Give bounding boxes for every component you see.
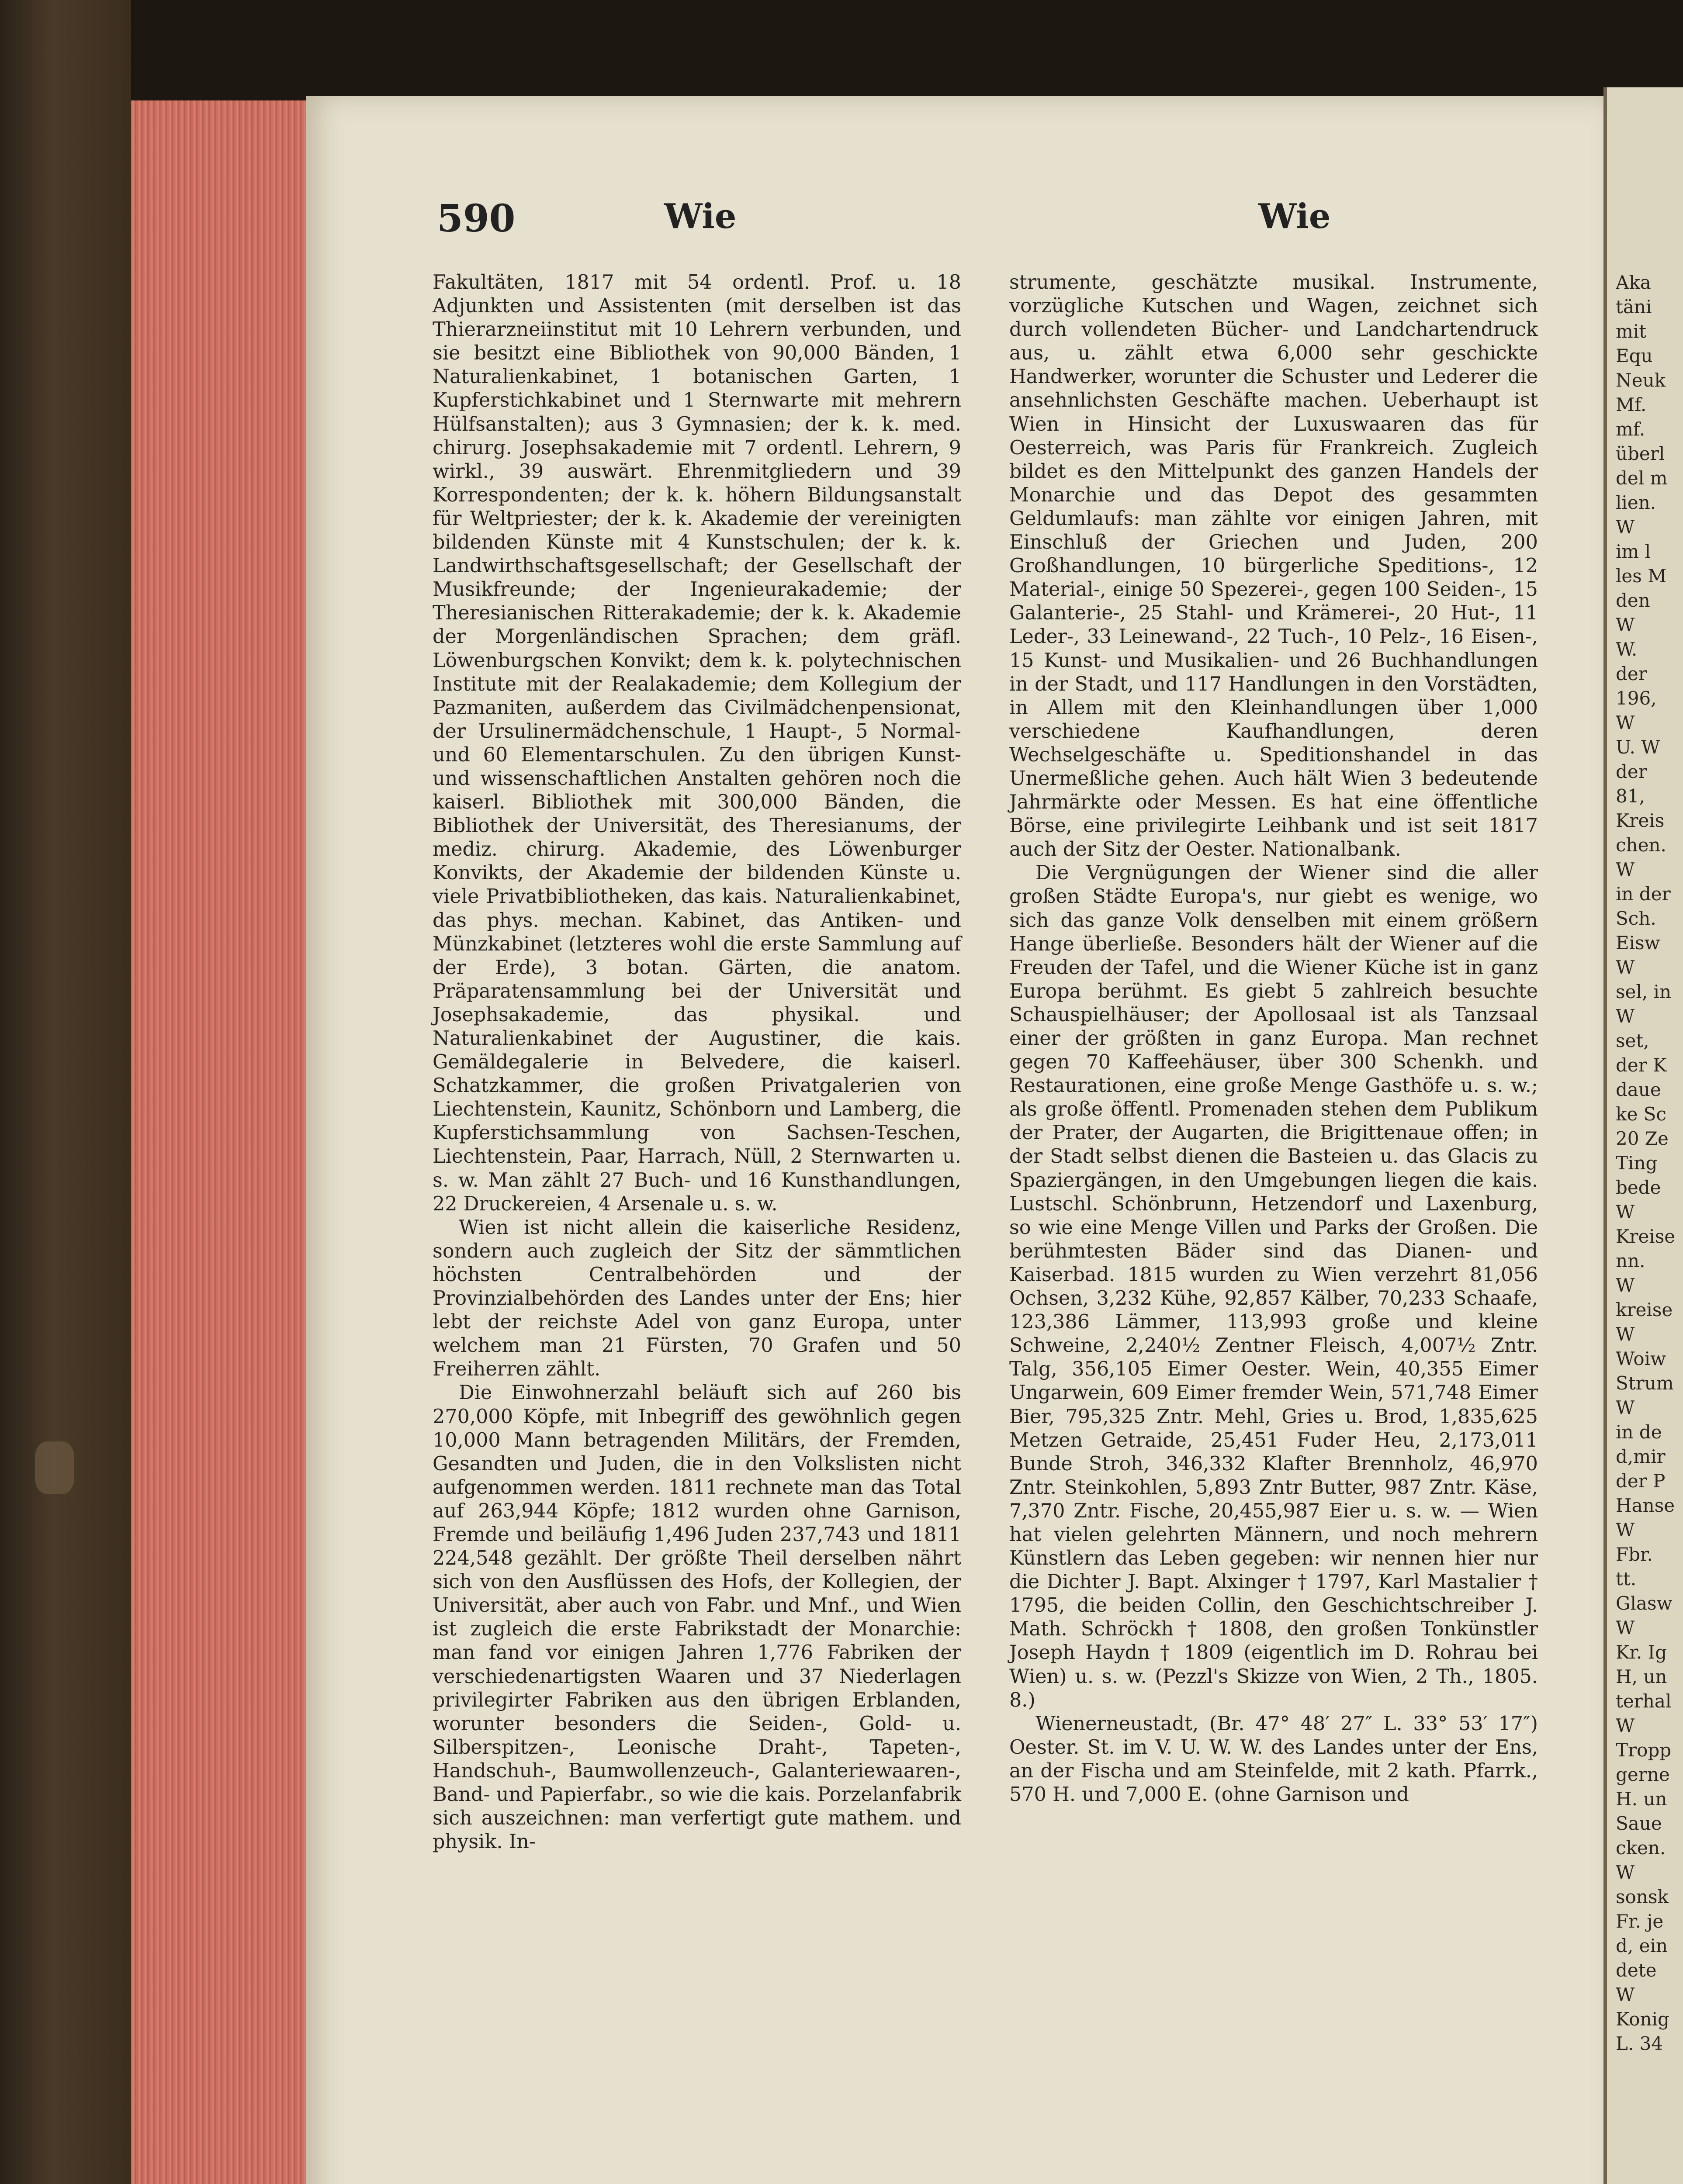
margin-fragment: bede <box>1616 1177 1661 1198</box>
margin-fragment: Tropp <box>1616 1739 1672 1761</box>
margin-fragment: cken. <box>1616 1837 1666 1859</box>
paragraph: Wien ist nicht allein die kaiserliche Residenz, sondern auch zugleich der Sitz der sämmtlichen höchsten Centralbehörden und der Provinzialbehörden des Landes unter der Ens; hier lebt der reichste Adel von ganz Europa, unter welchem man 21 Fürsten, 70 Grafen und 50 Freiherren zählt. <box>433 1216 961 1381</box>
margin-fragment: W <box>1616 1519 1635 1541</box>
margin-fragment: del m <box>1616 467 1668 489</box>
margin-fragment: in der <box>1616 883 1671 905</box>
margin-fragment: U. W <box>1616 736 1660 758</box>
cover-wear-mark <box>35 1441 74 1494</box>
margin-fragment: der <box>1616 663 1647 684</box>
margin-fragment: 196, <box>1616 688 1657 709</box>
margin-fragment: d,mir <box>1616 1446 1666 1467</box>
paragraph: Die Vergnügungen der Wiener sind die aller großen Städte Europa's, nur giebt es wenige, wo sich das ganze Volk denselben mit einem größern Hange überließe. Besonders hält der Wiener auf die Freuden der Tafel, und die Wiener Küche ist in ganz Europa berühmt. Es giebt 5 zahlreich besuchte Schauspielhäuser; der Apollosaal ist als Tanzsaal einer der größten in ganz Europa. Man rechnet gegen 70 Kaffeehäuser, über 300 Schenkh. und Restaurationen, eine große Menge Gasthöfe u. s. w.; als große öffentl. Promenaden stehen dem Publikum der Prater, der Augarten, die Brigittenaue offen; in der Stadt selbst dienen die Basteien u. das Glacis zu Spaziergängen, in den Umgebungen liegen die kais. Lustschl. Schönbrunn, Hetzendorf und Laxenburg, so wie eine Menge Villen und Parks der Großen. Die berühmtesten Bäder sind das Dianen- und Kaiserbad. 1815 wurden zu Wien verzehrt 81,056 Ochsen, 3,232 Kühe, 92,857 Kälber, 70,233 Schaafe, 123,386 Lämmer, 113,993 große und kleine Schweine, 2,240½ Zentner Fleisch, 4,007½ Zntr. Talg, 356,105 Eimer Oester. Wein, 40,355 Eimer Ungarwein, 609 Eimer fremder Wein, 571,748 Eimer Bier, 795,325 Zntr. Mehl, Gries u. Brod, 1,835,625 Metzen Getraide, 25,451 Fuder Heu, 2,173,011 Bunde Stroh, 346,332 Klafter Brennholz, 46,970 Zntr. Steinkohlen, 5,893 Zntr Butter, 987 Zntr. Käse, 7,370 Zntr. Fische, 20,455,987 Eier u. s. w. — Wien hat vielen gelehrten Männern, und noch mehrern Künstlern das Leben gegeben: wir nennen hier nur die Dichter J. Bapt. Alxinger † 1797, Karl Mastalier † 1795, die beiden Collin, den Geschichtschreiber J. Math. Schröckh † 1808, den großen Tonkünstler Joseph Haydn † 1809 (eigentlich im D. Rohrau bei Wien) u. s. w. (Pezzl's Skizze von Wien, 2 Th., 1805. 8.) <box>1009 862 1538 1711</box>
margin-fragment: sel, in <box>1616 981 1672 1002</box>
margin-fragment: W <box>1616 1324 1635 1345</box>
margin-fragment: W <box>1616 516 1635 538</box>
left-text-column <box>433 271 961 1854</box>
margin-fragment: überl <box>1616 443 1665 464</box>
margin-fragment: d, ein <box>1616 1935 1668 1956</box>
book-page <box>306 96 1603 2184</box>
margin-fragment: dete <box>1616 1959 1657 1981</box>
margin-fragment: Fr. je <box>1616 1911 1664 1932</box>
margin-fragment: mit <box>1616 321 1647 342</box>
paragraph: Fakultäten, 1817 mit 54 ordentl. Prof. u. 18 Adjunkten und Assistenten (mit derselben ist das Thierarzneiinstitut mit 10 Lehrern verbunden, und sie besitzt eine Bibliothek von 90,000 Bänden, 1 Naturalienkabinet, 1 botanischen Garten, 1 Kupferstichkabinet und 1 Sternwarte mit mehrern Hülfsanstalten); aus 3 Gymnasien; der k. k. med. chirurg. Josephsakademie mit 7 ordentl. Lehrern, 9 wirkl., 39 auswärt. Ehrenmitgliedern und 39 Korrespondenten; der k. k. höhern Bildungsanstalt für Weltpriester; der k. k. Akademie der vereinigten bildenden Künste mit 4 Kunstschulen; der k. k. Landwirthschaftsgesellschaft; der Gesellschaft der Musikfreunde; der Ingenieurakademie; der Theresianischen Ritterakademie; der k. k. Akademie der Morgenländischen Sprachen; dem gräfl. Löwenburgschen Konvikt; dem k. k. polytechnischen Institute mit der Realakademie; dem Kollegium der Pazmaniten, außerdem das Civilmädchenpensionat, der Ursulinermädchenschule, 1 Haupt-, 5 Normal- und 60 Elementarschulen. Zu den übrigen Kunst- und wissenschaftlichen Anstalten gehören noch die kaiserl. Bibliothek mit 300,000 Bänden, die Bibliothek der Universität, des Theresianums, der mediz. chirurg. Akademie, des Löwenburger Konvikts, der Akademie der bildenden Künste u. viele Privatbibliotheken, das kais. Naturalienkabinet, das phys. mechan. Kabinet, das Antiken- und Münzkabinet (letzteres wohl die erste Sammlung auf der Erde), 3 botan. Gärten, die anatom. Präparatensammlung bei der Universität und Josephsakademie, das physikal. und Naturalienkabinet der Augustiner, die kais. Gemäldegalerie in Belvedere, die kaiserl. Schatzkammer, die großen Privatgalerien von Liechtenstein, Kaunitz, Schönborn und Lamberg, die Kupferstichsammlung von Sachsen-Teschen, Liechtenstein, Paar, Harrach, Nüll, 2 Sternwarten u. s. w. Man zählt 27 Buch- und 16 Kunsthandlungen, 22 Druckereien, 4 Arsenale u. s. w. <box>433 271 961 1215</box>
margin-fragment: W <box>1616 859 1635 880</box>
book-cover-edge <box>0 0 131 2184</box>
margin-fragment: W <box>1616 1397 1635 1418</box>
margin-fragment: sonsk <box>1616 1886 1669 1908</box>
margin-fragment: mf. <box>1616 418 1645 440</box>
margin-fragment: W <box>1616 1984 1635 2005</box>
margin-fragment: Strum <box>1616 1372 1674 1394</box>
margin-fragment: nn. <box>1616 1250 1645 1272</box>
red-page-edges <box>131 100 308 2184</box>
margin-fragment: 81, <box>1616 785 1645 807</box>
margin-fragment: les M <box>1616 565 1667 587</box>
margin-fragment: Kreise <box>1616 1226 1676 1247</box>
paragraph: strumente, geschätzte musikal. Instrumente, vorzügliche Kutschen und Wagen, zeichnet sich durch vollendeten Bücher- und Landchartendruck aus, u. zählt etwa 6,000 sehr geschickte Handwerker, worunter die Schuster und Lederer die ansehnlichsten Geschäfte machen. Ueberhaupt ist Wien in Hinsicht der Luxuswaaren das für Oesterreich, was Paris für Frankreich. Zugleich bildet es den Mittelpunkt des ganzen Handels der Monarchie und das Depot des gesammten Geldumlaufs: man zählte vor einigen Jahren, mit Einschluß der Griechen und Juden, 200 Großhandlungen, 10 bürgerliche Speditions-, 12 Material-, einige 50 Spezerei-, gegen 100 Seiden-, 15 Galanterie-, 25 Stahl- und Krämerei-, 20 Hut-, 11 Leder-, 33 Leinewand-, 22 Tuch-, 10 Pelz-, 16 Eisen-, 15 Kunst- und Musikalien- und 26 Buchhandlungen in der Stadt, und 117 Handlungen in den Vorstädten, in Allem mit den Kleinhandlungen über 1,000 verschiedene Kaufhandlungen, deren Wechselgeschäfte u. Speditionshandel in das Unermeßliche gehen. Auch hält Wien 3 bedeutende Jahrmärkte oder Messen. Es hat eine öffentliche Börse, eine privilegirte Leihbank und ist seit 1817 auch der Sitz der Oester. Nationalbank. <box>1009 271 1538 861</box>
margin-fragment: W <box>1616 957 1635 978</box>
margin-fragment: den <box>1616 590 1650 611</box>
running-head-left: Wie <box>664 197 737 236</box>
right-text-column <box>1009 271 1538 1807</box>
margin-fragment: der <box>1616 761 1647 782</box>
margin-fragment: Sch. <box>1616 908 1656 929</box>
margin-fragment: H. un <box>1616 1788 1667 1810</box>
margin-fragment: W <box>1616 614 1635 636</box>
margin-fragment: Ting <box>1616 1152 1658 1174</box>
margin-fragment: Hanse <box>1616 1495 1675 1516</box>
margin-fragment: Neuk <box>1616 370 1666 391</box>
facing-page-text <box>1607 87 1683 2056</box>
margin-fragment: täni <box>1616 296 1652 318</box>
margin-fragment: daue <box>1616 1079 1661 1100</box>
margin-fragment: Fbr. <box>1616 1544 1653 1565</box>
margin-fragment: im l <box>1616 541 1651 562</box>
margin-fragment: W <box>1616 1617 1635 1638</box>
paragraph: Wienerneustadt, (Br. 47° 48′ 27″ L. 33° 53′ 17″) Oester. St. im V. U. W. W. des Landes unter der Ens, an der Fischa und am Steinfelde, mit 2 kath. Pfarrk., 570 H. und 7,000 E. (ohne Garnison und <box>1009 1712 1538 1806</box>
margin-fragment: Mf. <box>1616 394 1647 415</box>
margin-fragment: H, un <box>1616 1666 1667 1687</box>
margin-fragment: kreise <box>1616 1299 1673 1320</box>
margin-fragment: der P <box>1616 1470 1666 1492</box>
margin-fragment: gerne <box>1616 1764 1670 1785</box>
margin-fragment: Woiw <box>1616 1348 1666 1369</box>
margin-fragment: Kr. Ig <box>1616 1641 1667 1663</box>
margin-fragment: W <box>1616 712 1635 733</box>
margin-fragment: Kreis <box>1616 810 1665 831</box>
margin-fragment: 20 Ze <box>1616 1128 1669 1149</box>
facing-page-fragment <box>1603 87 1683 2184</box>
margin-fragment: W <box>1616 1201 1635 1223</box>
margin-fragment: L. 34 <box>1616 2033 1663 2054</box>
margin-fragment: Equ <box>1616 345 1653 366</box>
margin-fragment: W <box>1616 1275 1635 1296</box>
margin-fragment: der K <box>1616 1054 1667 1076</box>
margin-fragment: set, <box>1616 1030 1649 1051</box>
margin-fragment: W. <box>1616 639 1638 660</box>
margin-fragment: Eisw <box>1616 932 1660 954</box>
margin-fragment: terhal <box>1616 1690 1672 1712</box>
page-number: 590 <box>437 197 516 241</box>
page-header <box>306 197 1603 245</box>
margin-fragment: Glasw <box>1616 1593 1673 1614</box>
margin-fragment: tt. <box>1616 1568 1637 1590</box>
running-head-right: Wie <box>1258 197 1331 236</box>
margin-fragment: W <box>1616 1862 1635 1883</box>
margin-fragment: Saue <box>1616 1813 1662 1834</box>
paragraph: Die Einwohnerzahl beläuft sich auf 260 bis 270,000 Köpfe, mit Inbegriff des gewöhnlich gegen 10,000 Mann betragenden Militärs, der Fremden, Gesandten und Juden, die in den Volkslisten nicht aufgenommen werden. 1811 rechnete man das Total auf 263,944 Köpfe; 1812 wurden ohne Garnison, Fremde und beiläufig 1,496 Juden 237,743 und 1811 224,548 gezählt. Der größte Theil derselben nährt sich von den Ausflüssen des Hofs, der Kollegien, der Universität, aber auch von Fabr. und Mnf., und Wien ist zugleich die erste Fabrikstadt der Monarchie: man fand vor einigen Jahren 1,776 Fabriken der verschiedenartigsten Waaren und 37 Niederlagen privilegirter Fabriken aus den übrigen Erblanden, worunter besonders die Seiden-, Gold- u. Silberspitzen-, Leonische Draht-, Tapeten-, Handschuh-, Baumwollenzeuch-, Galanteriewaaren-, Band- und Papierfabr., so wie die kais. Porzelanfabrik sich auszeichnen: man verfertigt gute mathem. und physik. In- <box>433 1382 961 1853</box>
margin-fragment: chen. <box>1616 834 1666 856</box>
margin-fragment: W <box>1616 1006 1635 1027</box>
margin-fragment: ke Sc <box>1616 1103 1666 1125</box>
margin-fragment: Konig <box>1616 2008 1669 2030</box>
margin-fragment: Aka <box>1616 272 1651 293</box>
margin-fragment: in de <box>1616 1421 1662 1443</box>
margin-fragment: W <box>1616 1715 1635 1736</box>
margin-fragment: lien. <box>1616 492 1656 513</box>
